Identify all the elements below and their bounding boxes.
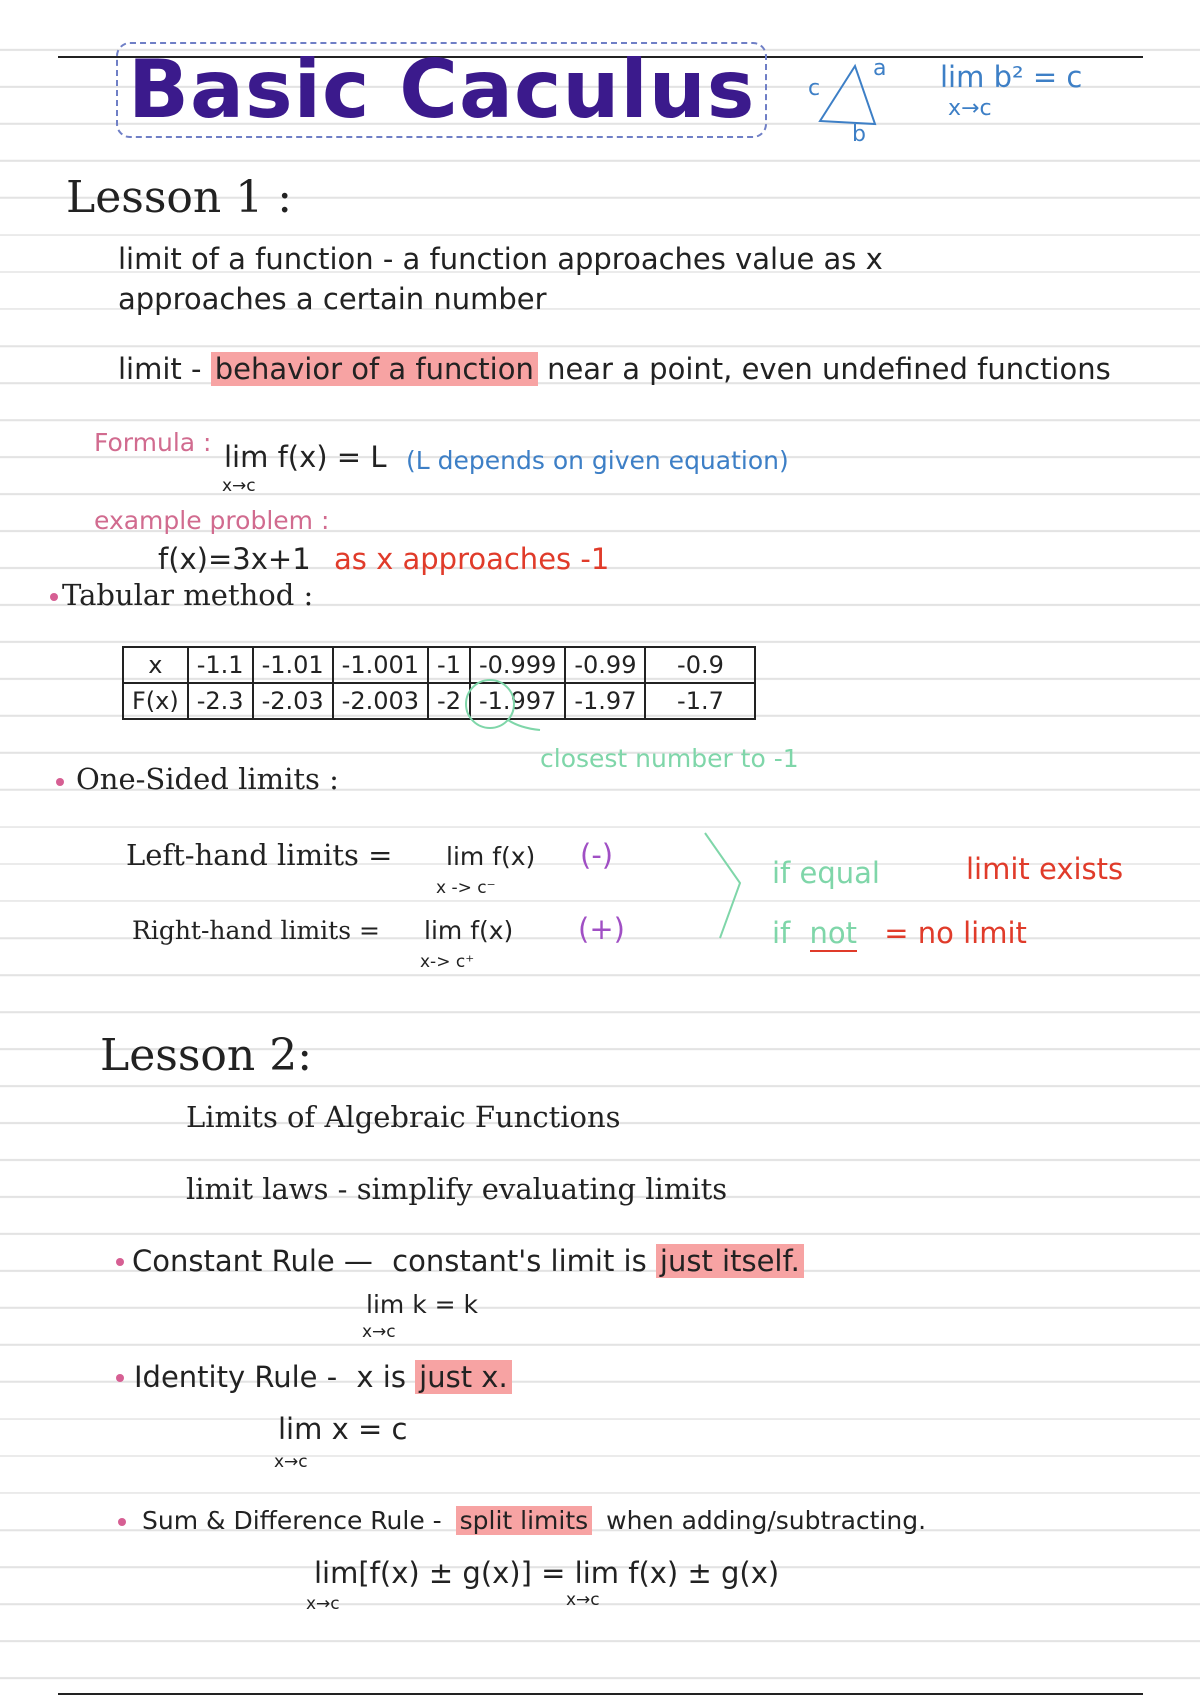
table-cell: -2.3: [188, 683, 253, 719]
table-cell: -1.7: [645, 683, 755, 719]
bracket-icon: [700, 828, 760, 948]
if-equal-text: if equal: [772, 856, 880, 890]
table-cell: x: [123, 647, 188, 683]
page-title: Basic Caculus: [116, 42, 767, 138]
sum-rule-highlight: split limits: [456, 1506, 593, 1535]
constant-rule-line: [132, 1244, 804, 1278]
constant-rule-expression: lim k = k: [366, 1290, 478, 1319]
formula-subscript: x→c: [222, 476, 256, 496]
bullet-icon: [116, 1374, 124, 1382]
one-sided-limits-label: One-Sided limits :: [76, 762, 339, 796]
table-cell: -1.97: [565, 683, 645, 719]
right-hand-subscript: x-> c⁺: [420, 952, 475, 972]
lesson-2-subtitle: Limits of Algebraic Functions: [186, 1100, 621, 1134]
limit-laws-line: limit laws - simplify evaluating limits: [186, 1172, 728, 1206]
example-label: example problem :: [94, 506, 330, 535]
sum-rule-line: [142, 1506, 926, 1535]
if-word: if: [772, 916, 791, 950]
limit-label: limit -: [118, 352, 202, 386]
closest-number-note: closest number to -1: [540, 744, 799, 773]
limit-behavior-line: [118, 352, 1111, 386]
behavior-highlight: behavior of a function: [211, 352, 538, 386]
sum-rule-subscript-1: x→c: [306, 1594, 340, 1614]
limit-definition-line1: limit of a function - a function approaches value as x: [118, 242, 883, 276]
left-hand-sign: (-): [580, 838, 614, 872]
doodle-limit: lim b² = c: [940, 60, 1083, 94]
bullet-icon: [50, 593, 58, 601]
table-cell: -0.999: [470, 647, 565, 683]
table-cell: -2.03: [253, 683, 333, 719]
doodle-side-a: a: [873, 56, 887, 81]
constant-rule-subscript: x→c: [362, 1322, 396, 1342]
table-cell: -1.997: [470, 683, 565, 719]
left-hand-label: Left-hand limits =: [126, 838, 393, 872]
constant-rule-highlight: just itself.: [656, 1244, 804, 1278]
table-cell: -2.003: [333, 683, 428, 719]
doodle-side-c: c: [808, 76, 821, 101]
limit-exists-text: limit exists: [966, 852, 1124, 886]
formula-expression: lim f(x) = L: [224, 440, 387, 474]
table-cell: -1: [428, 647, 470, 683]
right-hand-sign: (+): [578, 912, 625, 946]
left-hand-subscript: x -> c⁻: [436, 878, 496, 898]
identity-rule-subscript: x→c: [274, 1452, 308, 1472]
bottom-rule: [58, 1693, 1143, 1695]
table-cell: -2: [428, 683, 470, 719]
identity-rule-expression: lim x = c: [278, 1412, 408, 1446]
if-not-line: [772, 916, 1027, 950]
limit-definition-line2: approaches a certain number: [118, 282, 547, 316]
table-cell: -0.99: [565, 647, 645, 683]
identity-rule-label: Identity Rule -: [134, 1360, 338, 1394]
lesson-1-heading: Lesson 1 :: [66, 172, 293, 223]
example-note: as x approaches -1: [334, 542, 610, 576]
bullet-icon: [116, 1258, 124, 1266]
sum-rule-label: Sum & Difference Rule -: [142, 1506, 442, 1535]
constant-rule-text: constant's limit is: [392, 1244, 647, 1278]
highlight-circle-icon: [460, 678, 550, 738]
sum-rule-subscript-2: x→c: [566, 1590, 600, 1610]
identity-rule-line: [134, 1360, 512, 1394]
no-limit-text: = no limit: [884, 916, 1027, 950]
lesson-2-heading: Lesson 2:: [100, 1030, 313, 1081]
example-expression: f(x)=3x+1: [158, 542, 311, 576]
right-hand-label: Right-hand limits =: [132, 916, 380, 945]
sum-rule-text: when adding/subtracting.: [606, 1506, 927, 1535]
formula-label: Formula :: [94, 428, 212, 457]
formula-note: (L depends on given equation): [406, 446, 789, 475]
table-row: [123, 647, 755, 683]
bullet-icon: [56, 778, 64, 786]
limit-rest: near a point, even undefined functions: [547, 352, 1111, 386]
not-word: not: [809, 916, 857, 950]
doodle-side-b: b: [852, 122, 866, 147]
table-row: [123, 683, 755, 719]
sum-rule-expression: lim[f(x) ± g(x)] = lim f(x) ± g(x): [314, 1556, 780, 1590]
table-cell: -1.01: [253, 647, 333, 683]
bullet-icon: [118, 1518, 126, 1526]
identity-rule-text: x is: [356, 1360, 406, 1394]
left-hand-expression: lim f(x): [446, 842, 536, 871]
right-hand-expression: lim f(x): [424, 916, 514, 945]
tabular-values-table: [122, 646, 756, 720]
table-cell: -1.1: [188, 647, 253, 683]
identity-rule-highlight: just x.: [415, 1360, 512, 1394]
doodle-limit-sub: x→c: [948, 96, 992, 121]
table-cell: -1.001: [333, 647, 428, 683]
constant-rule-label: Constant Rule —: [132, 1244, 373, 1278]
tabular-method-label: Tabular method :: [62, 578, 314, 612]
table-cell: -0.9: [645, 647, 755, 683]
table-cell: F(x): [123, 683, 188, 719]
